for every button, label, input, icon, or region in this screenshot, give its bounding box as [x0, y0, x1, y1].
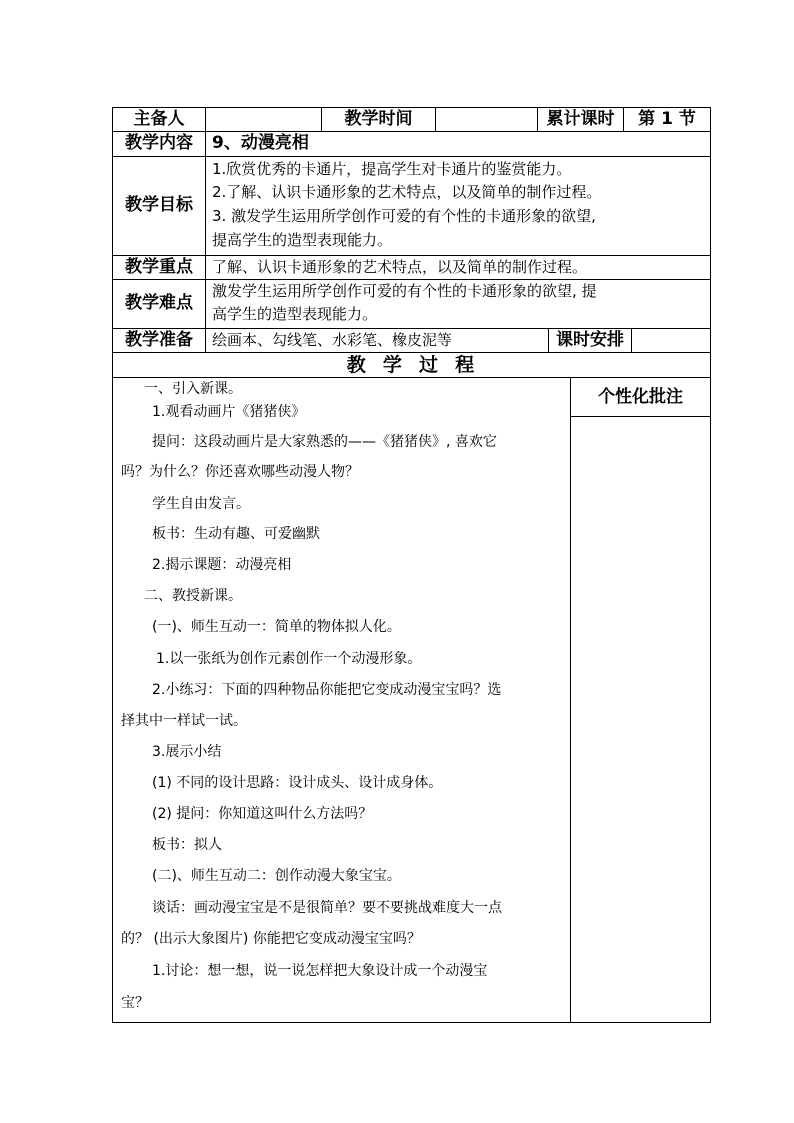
- preparation-value: 绘画本、勾线笔、水彩笔、橡皮泥等: [212, 331, 453, 349]
- process-line: 提问：这段动画片是大家熟悉的——《猪猪侠》, 喜欢它: [152, 434, 497, 450]
- table-line: [631, 328, 632, 353]
- process-line: 一、引入新课。: [144, 381, 242, 397]
- process-line: 1.以一张纸为创作元素创作一个动漫形象。: [156, 651, 422, 667]
- process-line: 宝？: [121, 995, 149, 1011]
- process-line: 2.小练习：下面的四种物品你能把它变成动漫宝宝吗？选: [152, 682, 502, 698]
- preparer-label: 主备人: [133, 109, 185, 129]
- goal-line: 2.了解、认识卡通形象的艺术特点，以及简单的制作过程。: [212, 183, 602, 201]
- goal-line: 提高学生的造型表现能力。: [212, 231, 393, 249]
- goals-label: 教学目标: [125, 195, 193, 215]
- difficulties-label: 教学难点: [125, 293, 193, 313]
- process-line: 板书：拟人: [152, 837, 222, 853]
- process-line: 择其中一样试一试。: [121, 713, 247, 729]
- table-line: [570, 416, 711, 417]
- difficulty-line: 激发学生运用所学创作可爱的有个性的卡通形象的欲望, 提: [212, 282, 597, 300]
- table-line: [112, 156, 711, 157]
- process-line: 学生自由发言。: [152, 496, 250, 512]
- process-title: 教学过程: [346, 354, 492, 376]
- process-line: (二)、师生互动二：创作动漫大象宝宝。: [152, 868, 401, 884]
- annotation-label: 个性化批注: [598, 387, 683, 407]
- cumulative-hours-label: 累计课时: [546, 109, 615, 129]
- table-line: [112, 107, 113, 1023]
- process-line: 谈话：画动漫宝宝是不是很简单？要不要挑战难度大一点: [152, 900, 502, 916]
- table-line: [112, 328, 711, 329]
- process-line: 1.讨论：想一想，说一说怎样把大象设计成一个动漫宝: [152, 963, 488, 979]
- process-line: (一)、师生互动一：简单的物体拟人化。: [152, 619, 401, 635]
- key-points-label: 教学重点: [125, 257, 193, 277]
- process-line: 2.揭示课题：动漫亮相: [152, 557, 292, 573]
- teaching-time-label: 教学时间: [344, 109, 413, 129]
- process-line: (1) 不同的设计思路：设计成头、设计成身体。: [152, 775, 443, 791]
- content-value: 9、动漫亮相: [212, 133, 309, 153]
- table-line: [205, 107, 206, 353]
- process-line: 板书：生动有趣、可爱幽默: [152, 526, 320, 542]
- key-points-value: 了解、认识卡通形象的艺术特点，以及简单的制作过程。: [212, 258, 588, 276]
- table-line: [112, 279, 711, 280]
- table-line: [112, 377, 711, 378]
- process-line: 的？ (出示大象图片) 你能把它变成动漫宝宝吗？: [121, 931, 421, 947]
- cumulative-hours-value: 第 1 节: [638, 109, 696, 129]
- schedule-label: 课时安排: [556, 330, 624, 350]
- process-line: (2) 提问：你知道这叫什么方法吗？: [152, 806, 373, 822]
- process-line: 3.展示小结: [152, 744, 222, 760]
- table-line: [112, 352, 711, 353]
- table-line: [112, 1022, 711, 1023]
- table-line: [435, 107, 436, 132]
- difficulty-line: 高学生的造型表现能力。: [212, 305, 378, 323]
- table-line: [112, 107, 711, 108]
- preparation-label: 教学准备: [125, 330, 193, 350]
- table-line: [570, 377, 571, 1023]
- table-line: [112, 255, 711, 256]
- process-line: 二、教授新课。: [144, 588, 242, 604]
- goal-line: 3. 激发学生运用所学创作可爱的有个性的卡通形象的欲望,: [212, 207, 596, 225]
- table-line: [710, 107, 711, 1023]
- content-label: 教学内容: [125, 133, 193, 153]
- process-line: 1.观看动画片《猪猪侠》: [152, 404, 306, 420]
- table-line: [112, 131, 711, 132]
- process-line: 吗？为什么？你还喜欢哪些动漫人物？: [121, 464, 359, 480]
- goal-line: 1.欣赏优秀的卡通片，提高学生对卡通片的鉴赏能力。: [212, 160, 572, 178]
